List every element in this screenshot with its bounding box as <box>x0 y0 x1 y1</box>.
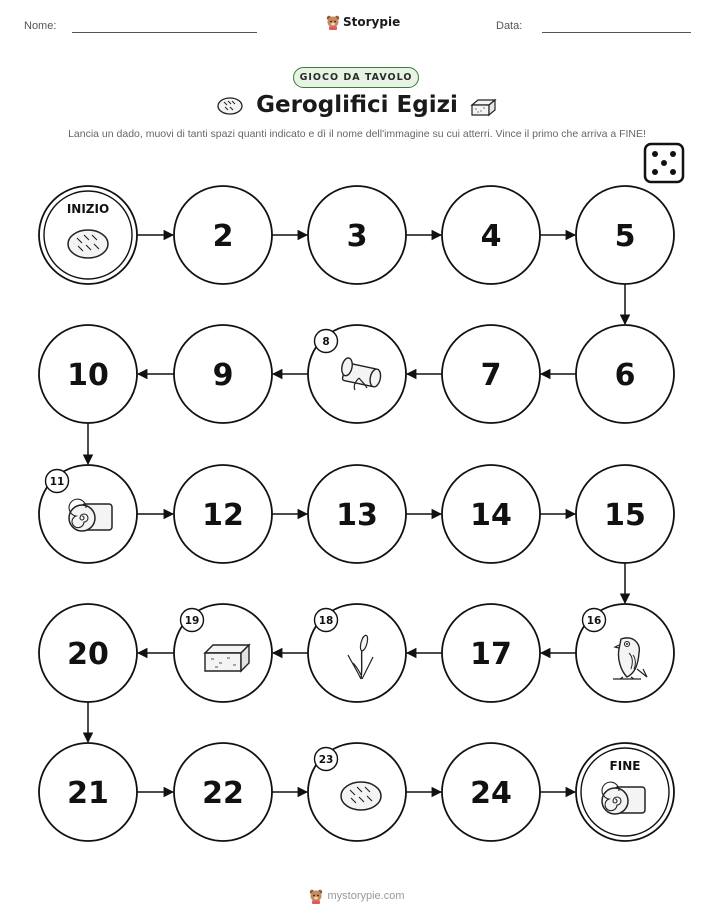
space-number: 8 <box>322 336 330 348</box>
brand-name: Storypie <box>343 15 401 29</box>
start-label: INIZIO <box>66 202 110 216</box>
space-number: 2 <box>212 219 234 254</box>
board-space-5 <box>576 186 674 284</box>
space-number: 10 <box>67 358 109 393</box>
instructions: Lancia un dado, muovi di tanti spazi quanti indicato e dì il nome dell'immagine su cui atterri. Vince il primo che arriva a FINE! <box>68 128 646 140</box>
board-space-18 <box>308 604 406 702</box>
space-number: 21 <box>67 776 109 811</box>
bread-icon <box>341 782 381 810</box>
board-space-3 <box>308 186 406 284</box>
space-number: 3 <box>346 219 368 254</box>
board-space-2 <box>174 186 272 284</box>
board-space-17 <box>442 604 540 702</box>
space-number: 6 <box>614 358 636 393</box>
board-space-19 <box>174 604 272 702</box>
date-label: Data: <box>496 20 523 32</box>
space-number: 14 <box>470 498 512 533</box>
space-number: 18 <box>318 615 334 627</box>
space-number: 11 <box>49 476 65 488</box>
board-space-8 <box>308 325 406 423</box>
space-number: 19 <box>184 615 200 627</box>
space-number: 5 <box>614 219 636 254</box>
space-number: 12 <box>202 498 244 533</box>
space-number: 9 <box>212 358 234 393</box>
mud-brick-icon <box>205 645 249 671</box>
bread-icon <box>68 230 108 258</box>
board-space-25 <box>576 743 674 841</box>
board-space-22 <box>174 743 272 841</box>
board-space-10 <box>39 325 137 423</box>
space-number: 20 <box>67 637 109 672</box>
board-space-20 <box>39 604 137 702</box>
board-space-4 <box>442 186 540 284</box>
name-label: Nome: <box>24 20 57 32</box>
board-space-14 <box>442 465 540 563</box>
space-number: 4 <box>480 219 502 254</box>
space-number: 7 <box>480 358 502 393</box>
space-number: 22 <box>202 776 244 811</box>
space-number: 16 <box>586 615 602 627</box>
space-number: 17 <box>470 637 512 672</box>
board-space-13 <box>308 465 406 563</box>
board-space-9 <box>174 325 272 423</box>
board-space-15 <box>576 465 674 563</box>
board-space-24 <box>442 743 540 841</box>
board-space-16 <box>576 604 674 702</box>
finish-label: FINE <box>609 759 641 773</box>
board-space-1 <box>39 186 137 284</box>
space-number: 13 <box>336 498 378 533</box>
space-number: 24 <box>470 776 512 811</box>
game-type-badge: GIOCO DA TAVOLO <box>293 67 419 88</box>
board-space-7 <box>442 325 540 423</box>
footer-url: mystorypie.com <box>327 890 405 902</box>
space-number: 23 <box>318 754 334 766</box>
board-space-21 <box>39 743 137 841</box>
board-space-23 <box>308 743 406 841</box>
bear-mascot-icon <box>309 888 323 904</box>
board-space-12 <box>174 465 272 563</box>
space-number: 15 <box>604 498 646 533</box>
footer <box>0 888 714 904</box>
page-title: Geroglifici Egizi <box>256 92 458 118</box>
board-space-6 <box>576 325 674 423</box>
board-space-11 <box>39 465 137 563</box>
